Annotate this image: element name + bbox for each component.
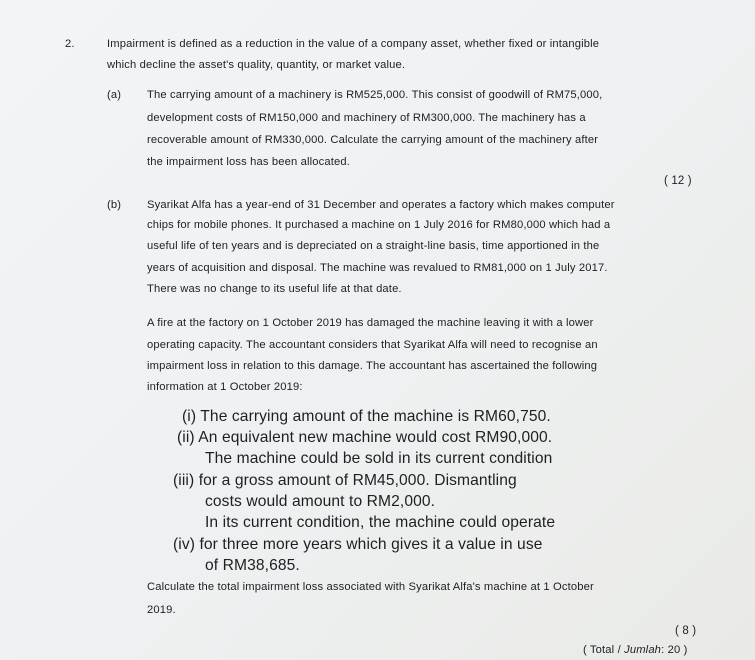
part-b-para1-line-1: Syarikat Alfa has a year-end of 31 December and operates a factory which makes computer <box>147 199 615 211</box>
part-b-para1-line-2: chips for mobile phones. It purchased a machine on 1 July 2016 for RM80,000 which had a <box>147 219 611 231</box>
item-iv-line-3: of RM38,685. <box>205 557 300 574</box>
part-a-line-3: recoverable amount of RM330,000. Calculate the carrying amount of the machinery after <box>147 134 599 146</box>
total-open: ( Total / <box>583 644 625 656</box>
closing-line-2: 2019. <box>147 604 176 616</box>
part-b-para1-line-3: useful life of ten years and is depreciated on a straight-line basis, time apportioned in the <box>147 240 600 252</box>
part-a-line-1: The carrying amount of a machinery is RM525,000. This consist of goodwill of RM75,000, <box>147 89 603 101</box>
intro-line-1: Impairment is defined as a reduction in the value of a company asset, whether fixed or intangible <box>107 38 600 50</box>
total-marks <box>583 643 687 657</box>
part-b-label: (b) <box>107 199 122 211</box>
part-b-para2-line-2: operating capacity. The accountant considers that Syarikat Alfa will need to recognise an <box>147 339 598 351</box>
question-number: 2. <box>65 38 75 50</box>
item-iv-line-1: In its current condition, the machine could operate <box>205 514 556 531</box>
part-b-para2-line-4: information at 1 October 2019: <box>147 381 303 393</box>
part-a-marks: ( 12 ) <box>664 175 692 187</box>
item-iii-line-3: costs would amount to RM2,000. <box>205 493 436 510</box>
part-b-para1-line-4: years of acquisition and disposal. The machine was revalued to RM81,000 on 1 July 2017. <box>147 262 608 274</box>
part-b-para1-line-5: There was no change to its useful life at that date. <box>147 283 402 295</box>
intro-line-2: which decline the asset's quality, quantity, or market value. <box>107 59 406 71</box>
part-b-marks: ( 8 ) <box>675 625 697 637</box>
item-ii: (ii) An equivalent new machine would cost RM90,000. <box>177 429 553 446</box>
total-close: : 20 ) <box>661 644 688 656</box>
part-b-para2-line-1: A fire at the factory on 1 October 2019 has damaged the machine leaving it with a lower <box>147 317 594 329</box>
item-i: (i) The carrying amount of the machine is RM60,750. <box>182 408 551 425</box>
part-b-para2-line-3: impairment loss in relation to this damage. The accountant has ascertained the following <box>147 360 598 372</box>
part-a-line-4: the impairment loss has been allocated. <box>147 156 350 168</box>
item-iv-line-2: (iv) for three more years which gives it a value in use <box>173 536 543 553</box>
closing-line-1: Calculate the total impairment loss associated with Syarikat Alfa's machine at 1 October <box>147 581 594 593</box>
total-jumlah: Jumlah <box>624 644 662 656</box>
item-iii-line-2: (iii) for a gross amount of RM45,000. Dismantling <box>173 472 517 489</box>
part-a-line-2: development costs of RM150,000 and machinery of RM300,000. The machinery has a <box>147 112 586 124</box>
part-a-label: (a) <box>107 89 122 101</box>
item-iii-line-1: The machine could be sold in its current condition <box>205 450 553 467</box>
